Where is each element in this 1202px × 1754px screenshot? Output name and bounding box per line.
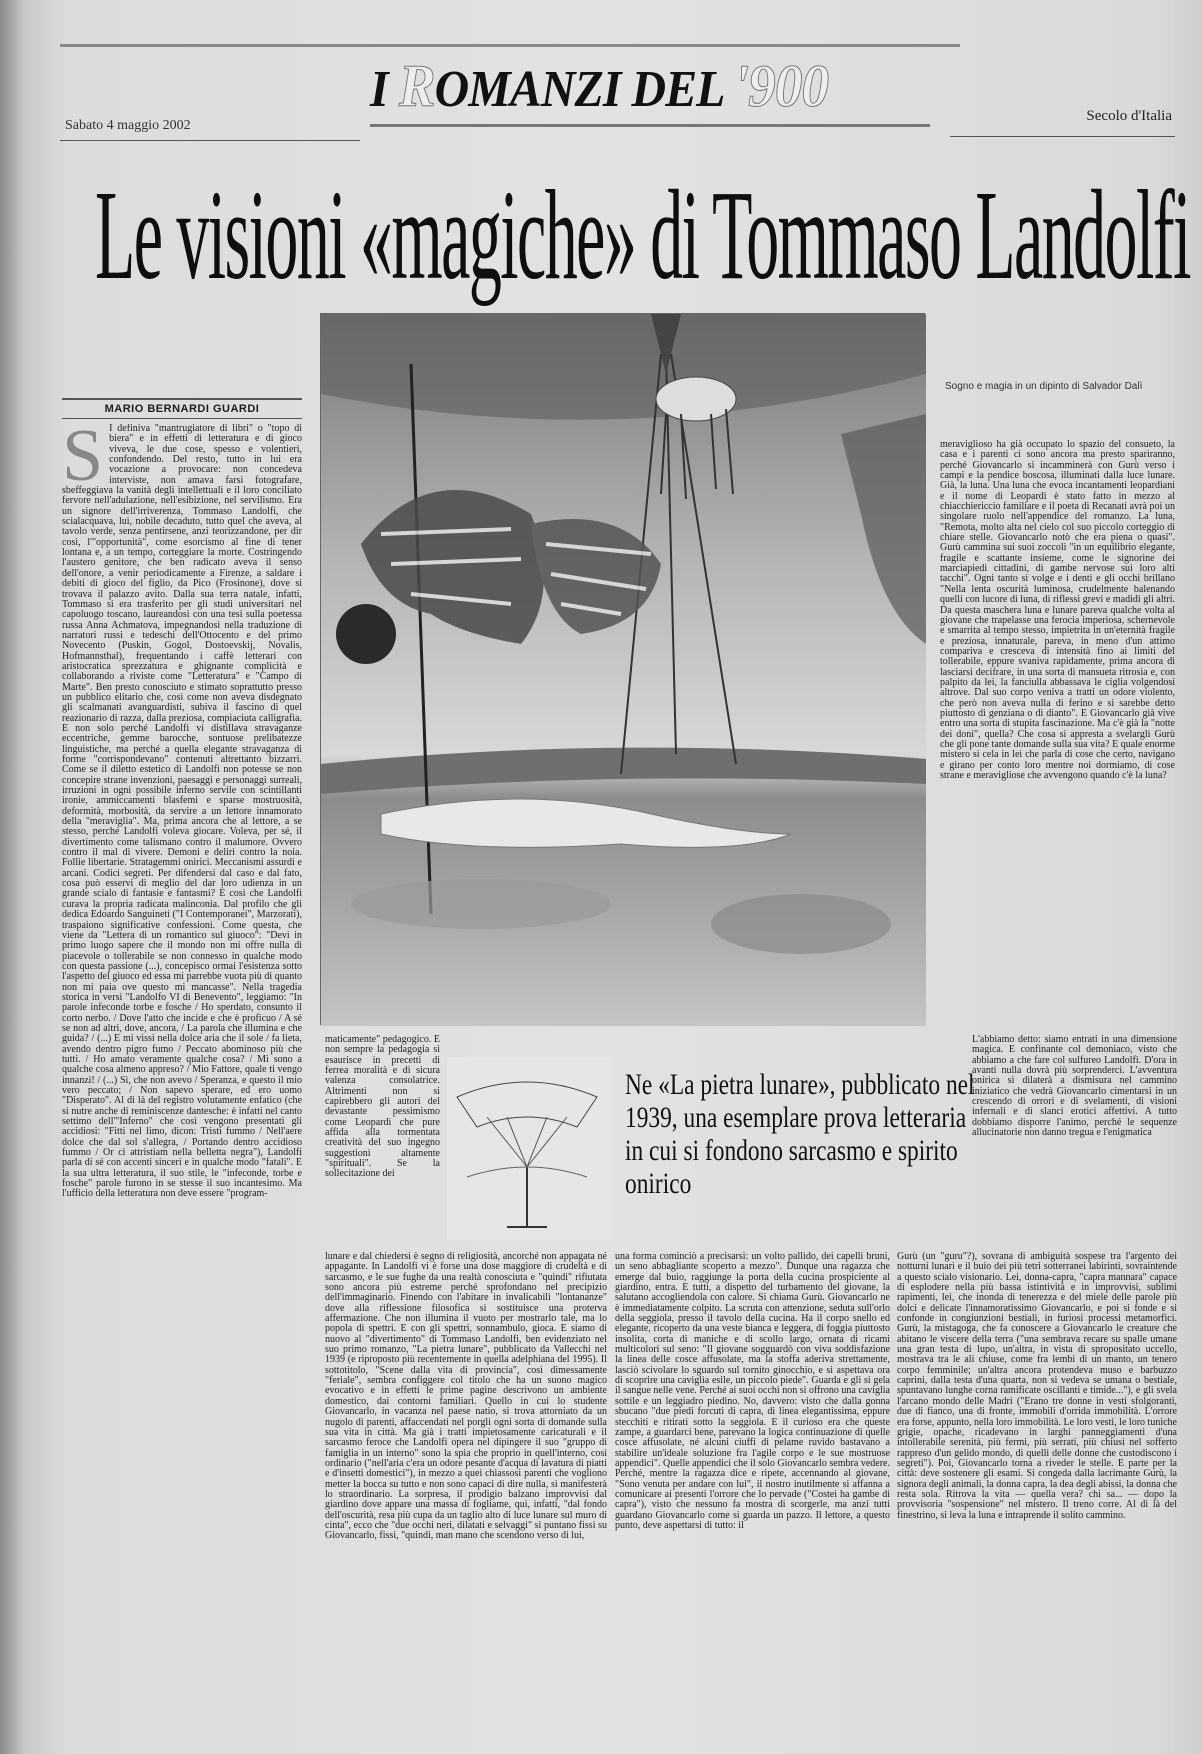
article-column-middle: maticamente" pedagogico. E non sempre la pedagogia si esaurisce in precetti di ferrea moralità e di sicura valenza consolatrice. Altrimenti non si capirebbero gli autori del devastante pessimismo come Leopardi che pure affida alla tormentata creatività del suo ingegno suggestioni altamente "spirituali". Se la sollecitazione dei <box>325 1035 440 1180</box>
article-column-bottom-3: una forma cominciò a precisarsi: un volto pallido, dei capelli bruni, un seno abbagliante scoperto a mezzo". Dunque una ragazza che emerge dal buio, raggiunge la porta della cucina prospiciente al giardino, entra. E tutti, a dispetto del turbamento del giovane, la salutano accogliendola con calore. Si chiama Gurù. Giovancarlo ne è immediatamente colpito. La scruta con attenzione, seduta sull'orlo della seggiola, presso il tavolo della cucina. Ha il corpo snello ed elegante, ricoperto da una veste bianca e leggera, di foggia piuttosto insolita, corta di maniche e di scollo largo, ornata di ricami multicolori sul seno: "Il giovane sogguardò con viva soddisfazione la linea delle cosce affusolate, ma la stoffa aderiva strettamente, lasciò scivolare lo sguardo sul tornito ginocchio, e si aspettava ora di scoprire una caviglia esile, un piccolo piede". Guarda e gli si gela il sangue nelle vene. Perché ai suoi occhi non si offrono una caviglia sottile e un leggiadro piedino. No, davvero: visto che dalla gonna sbucano "due piedi forcuti di capra, di linea elegantissima, eppure stecchiti e ritirati sotto la seggiola. E il curioso era che queste zampe, a guardarci bene, parevano la logica continuazione di quelle cosce affusolate, né alcuni ciuffi di pelame ruvido bastavano a stabilire un'ideale soluzione fra l'agile corpo e le sue mostruose appendici". Quelle appendici che il solo Giovancarlo sembra vedere. Perché, mentre la ragazza dice e ripete, accennando al giovane, "Sono venuta per andare con lui", il nostro inutilmente si affanna a comunicare ai presenti l'orrore che lo pervade ("Costei ha gambe di capra"), visto che nessuno fa mostra di scorgerle, ma anzi tutti guardano Giovancarlo come si guarda un pazzo. Il lettore, a questo punto, deve aspettarsi di tutto: il <box>615 1252 890 1531</box>
drop-cap: S <box>62 424 104 497</box>
image-caption: Sogno e magia in un dipinto di Salvador Dalì <box>945 381 1143 392</box>
dali-painting-image <box>320 313 925 1025</box>
top-rule <box>60 44 960 47</box>
article-column-bottom-4: Gurù (un "guru"?), sovrana di ambiguità sospese tra l'argento dei notturni lunari e il buio dei più tetri sotterranei labirinti, sovraintende a questo scialo visionario. Lei, donna-capra, "capra mannara" capace di esplodere nella più bassa istintività e in improvvisi, sublimi rapimenti, lei, che inonda di tenerezza e del miele delle parole più dolci e delicate l'innamoratissimo Giovancarlo, e poi si fonde e si confonde in congiunzioni bestiali, in furiosi processi metamorfici. Gurù, la mistagoga, che fa conoscere a Giovancarlo le creature che abitano le viscere della terra ("una sembrava recare su spalle umane una gran testa di lupo, un'altra, in vista di spropositato uccello, mostrava tra le ali chiuse, come fra lembi di un manto, un tenero corpo femminile; un'altra ancora protendeva muso e barbuzzo caprini, dalla testa d'una quarta, non si vedeva se umana o bestiale, spuntavano lunghe corna ramificate oscillanti e timide..."), e gli svela l'arcano mondo delle Madri ("Erano tre donne in vesti sfolgoranti, due di fianco, una di fronte, immobili d'orrida immobilità. L'orrore era forse, appunto, nella loro immobilità. Le loro vesti, le loro tuniche grigie, opache, ricadevano in larghi panneggiamenti d'una intollerabile serenità, più fermi, più serrati, più chiusi nel sofferto rappreso d'un gelido mondo, di quelli delle donne che custodiscono i segreti"). Poi, Giovancarlo torna a riveder le stelle. E parte per la città: deve sostenere gli esami. Si congeda dalla lacrimante Gurù, la signora degli animali, la donna capra, la dea degli abissi, la donna che resta sola. Ritrova la vita — quella vera? chi sa... — dopo la provvisoria "sospensione" nel mistero. Il treno corre. Al di là del finestrino, si leva la luna e intraprende il solito cammino. <box>897 1252 1177 1521</box>
column-text: I definiva "mantrugiatore di libri" o "topo di biera" e in effetti di letteratura e di gioco viveva, le due cose, spesso e volentieri, confondendo. Del resto, tutto in lui era vocazione a provocare: non concedeva interviste, non amava farsi fotografare, sbeffeggiava la vanità degli intellettuali e il loro conciliato fervore nell'adulazione, nell'esibizione, nel servilismo. Era un signore dell'irriverenza, Tommaso Landolfi, che scialacquava, lui, nobile decaduto, tutto quel che aveva, al tavolo verde, senza pentirsene, anzi teorizzandone, per dir così, l'"opportunità", come esorcismo al fine di tener lontana e, a un tempo, corteggiare la morte. Costringendo l'austero genitore, che ben radicato aveva il senso dell'onore, a venir periodicamente a Firenze, a saldare i debiti di gioco del figlio, da Pico (Frosinone), dove si trovava il palazzo avito. Dalla sua terra natale, infatti, Tommaso si era trasferito per gli studi universitari nel capoluogo toscano, laureandosi con una tesi sulla poetessa russa Anna Achmatova, impegnandosi nella traduzione di narratori russi e tedeschi dell'Ottocento e del primo Novecento (Puskin, Gogol, Dostoevskij, Novalis, Hofmannsthal), frequentando i caffè letterari con aristocratica sprezzatura e ghignante complicità e collaborando a riviste come "Letteratura" e "Campo di Marte". Ben presto conosciuto e stimato soprattutto presso un pubblico elitario che, così come non aveva disdegnato gli scalmanati avanguardisti, subiva il fascino di quel reazionario di razza, dalla preziosa, compiaciuta calligrafia. E non solo perché Landolfi vi distillava stravaganze eccentriche, gemme barocche, sontuose prelibatezze linguistiche, ma perché a quella elegante stravaganza di forme "corrispondevano" contenuti altrettanto bizzarri. Come se il diletto estetico di Landolfi non potesse se non concepire strane invenzioni, paesaggi e personaggi surreali, irruzioni in ogni possibile inferno servile con scintillanti ironie, ammiccamenti blasfemi e sparse mostruosità, deformità, morbosità, da servire a un lettore innamorato della "meraviglia". Ma, prima ancora che al lettore, a se stesso, perché Landolfi voleva giocare. Voleva, per sé, il divertimento come talismano contro il malumore. Ovvero contro il mal di vivere. Demoni e deliri contro la noia. Follie libertarie. Stratagemmi onirici. Meccanismi assurdi e arcani. Codici segreti. Per difendersi dal caso e dal fato, cosa può esservi di meglio del dar loro udienza in un grande scialo di fantasie e fantasmi? È così che Landolfi curava la propria radicata malinconia. Dal profilo che gli dedica Edoardo Sanguineti ("I Contemporanei", Marzorati), traspaiono significative confessioni. Come questa, che viene da "Lettera di un romantico sul giuoco": "Devi in primo luogo sapere che il mondo non mi offre nulla di piacevole o tollerabile se non connesso in qualche modo con questa passione (...), concepisco ormai l'esistenza sotto l'aspetto del giuoco ed essa mi parrebbe vuota più di quanto non mi paia ove questo mi mancasse". Nella tragedia storica in versi "Landolfo VI di Benevento", leggiamo: "In parole infeconde torbe e fosche / Ho sperdato, consunto il corto nerbo. / Dove l'atto che incide e che è proficuo / A sé se non ad altri, dove, ancora, / La parola che illumina e che guida? / (...) E mi vissi nella dolce aria che il sole / fa lieta, avendo dentro pigro fumo / Peccato abominoso più che tutti. / Ho amato veramente qualche cosa? / Mi sono a qualche cosa almeno appreso? / Mio Fattore, quale ti vengo innanzi! / (...) Sì, che non avevo / Speranza, e questo il mio vero peccato; / Non sapevo sperare, ed ero uomo "Disperato". Al di là del registro volutamente enfatico (che si nutre anche di reminiscenze dantesche: è infatti nel canto settimo dell'"Inferno" che così vengono presentati gli accidiosi: "Fitti nel limo, dicon: Tristi fummo / Nell'aere dolce che dal sol s'allegra, / Portando dentro accidioso fummo / Or ci attristiam nella belletta negra"), Landolfi parla di sé con accenti sinceri e in qualche modo "fatali". E la sua ultra letteratura, il suo stile, le "infeconde, torbe e fosche" parole furono in se stesse il suo incantesimo. Ma l'ufficio della letteratura non deve essere "program- <box>62 424 302 1200</box>
pull-quote: Ne «La pietra lunare», pubblicato nel 1939, una esemplare prova letteraria in cui si fondono sarcasmo e spirito onirico <box>625 1068 975 1200</box>
headline: Le visioni «magiche» di Tommaso Landolfi <box>95 164 1190 306</box>
section-year: '900 <box>733 53 829 119</box>
article-column-right-top: meraviglioso ha già occupato lo spazio del consueto, la casa e i parenti ci sono ancora ma presto spariranno, perché Giovancarlo si incamminerà con Gurù verso i campi e la pendice boscosa, illuminati dalla luce lunare. Già, la luna. Una luna che evoca incantamenti leopardiani e il nome di Leopardi è stato fatto in mezzo al chiacchiericcio familiare e il poeta di Recanati avrà poi un singolare ruolo nell'appendice del romanzo. La luna, "Remota, molto alta nel cielo col suo piccolo corteggio di chiare stelle. Giovancarlo notò che era piena o quasi". Gurù cammina sui suoi zoccoli "in un equilibrio elegante, fragile e scattante insieme, come le signorine dei marciapiedi cittadini, di gambe nervose sui loro alti tacchi". Ogni tanto si volge e i denti e gli occhi brillano "Nella lenta oscurità luminosa, crudelmente balenando quelli con lucore di luna, di riflessi grevi e madidi gli altri. Da questa maschera luna e lunare pareva qualche volta al giovane che trapelasse una ferocia imperiosa, schernevole e smarrita al tempo stesso, impietrita in un'eternità fragile e preziosa, innaturale, pareva, in meno d'un attimo compariva e cresceva di intensità fino ai limiti del tollerabile, eppure svaniva rapidamente, prima ancora di lasciarsi decifrare, in una sorta di mansueta ritrosia e, con palpito da lei, la fanciulla abbassava le ciglia volgendosi altrove. Dal suo corpo veniva a tratti un odore violento, che però non aveva nulla di ferino e si sarebbe detto piuttosto di genziana o di dianto". E Giovancarlo già vive entro una sorta di stupita fascinazione. Ma c'è già la "notte dei doni", quella? Che cosa si appresta a svelargli Gurù che gli pone tante domande sulla sua vita? E quale enorme mistero si cela in lei che parla di cose che certo, navigano e girano per conto loro mentre noi dormiamo, di cose strane e meravigliose che avvengono quando c'è la luna? <box>940 440 1175 781</box>
article-column-bottom-2: lunare e dal chiedersi è segno di religiosità, ancorché non appagata né appagante. In Landolfi vi è forse una dose maggiore di crudeltà e di sarcasmo, e le sue fughe da una realtà conosciuta e "quindi" rifiutata sono ancora più estreme perché sprofondano nel precipizio dell'immaginario. Finendo con l'abitare in invalicabili "lontananze" dove alla riflessione filosofica si sostituisce una proterva affermazione. Che non illumina il vuoto per mostrarlo tale, ma lo popola di spettri. E con gli spettri, sonnambulo, gioca. E siamo di nuovo al "divertimento" di Tommaso Landolfi, ben evidenziato nel suo primo romanzo, "La pietra lunare", pubblicato da Vallecchi nel 1939 (e riproposto più recentemente in quella adelphiana del 1995). Il sottotitolo, "Scene dalla vita di provincia", così dimessamente "feriale", sembra configgere col titolo che ha un suono magico evocativo e in effetti le prime pagine descrivono un ambiente domestico, dai contorni familiari. Quello in cui lo studente Giovancarlo, in vacanza nel paese natio, si trova attorniato da un nugolo di parenti, affaccendati nel porgli ogni sorta di domande sulla sua vita in città. Ma già i tratti impietosamente caricaturali e il sarcasmo feroce che Landolfi opera nel dipingere il suo "gruppo di famiglia in un interno" sono la spia che proprio in quell'interno, così ordinario ("nell'aria c'era un odore pesante d'acqua di lavatura di piatti e d'insetti domestici"), in mezzo a quei chiassosi parenti che vogliono metter la bocca su tutto e non sono capaci di dire nulla, si manifesterà lo straordinario. La sorpresa, il prodigio balzano improvvisi dal giardino dove appare una massa di fogliame, qui, infatti, "dal fondo dell'oscurità, resa più cupa da un taglio alto di luce lunare sul muro di cinta", ecco che "due occhi neri, dilatati e selvaggi" si puntano fissi su Giovancarlo, fissi, "quindi, man mano che scendono verso di lui, <box>325 1252 607 1542</box>
article-column-1 <box>62 424 302 1744</box>
illustration-sketch <box>447 1057 610 1240</box>
header-rule-right <box>950 136 1175 137</box>
issue-date: Sabato 4 maggio 2002 <box>65 118 191 133</box>
header-rule-center <box>370 124 930 127</box>
article-column-right-bottom: L'abbiamo detto: siamo entrati in una dimensione magica. E confinante col demoniaco, visto che abbiamo a che fare col sulfureo Landolfi. D'ora in avanti nulla dovrà più sorprenderci. L'avventura onirica si dilaterà a dismisura nel cammino iniziatico che vedrà Giovancarlo cimentarsi in un crescendo di orrori e di svelamenti, di visioni infernali e di slanci erotici affettivi. A tutto dobbiamo disporre l'animo, perché le sequenze allucinatorie non danno tregua e l'enigmatica <box>972 1035 1177 1139</box>
section-title <box>370 52 828 121</box>
section-rest: OMANZI DEL <box>434 61 734 118</box>
newspaper-name: Secolo d'Italia <box>1086 108 1172 124</box>
byline: MARIO BERNARDI GUARDI <box>62 398 302 419</box>
section-initial: R <box>398 53 435 119</box>
section-prefix: I <box>370 61 399 118</box>
header-rule-left <box>60 140 360 141</box>
